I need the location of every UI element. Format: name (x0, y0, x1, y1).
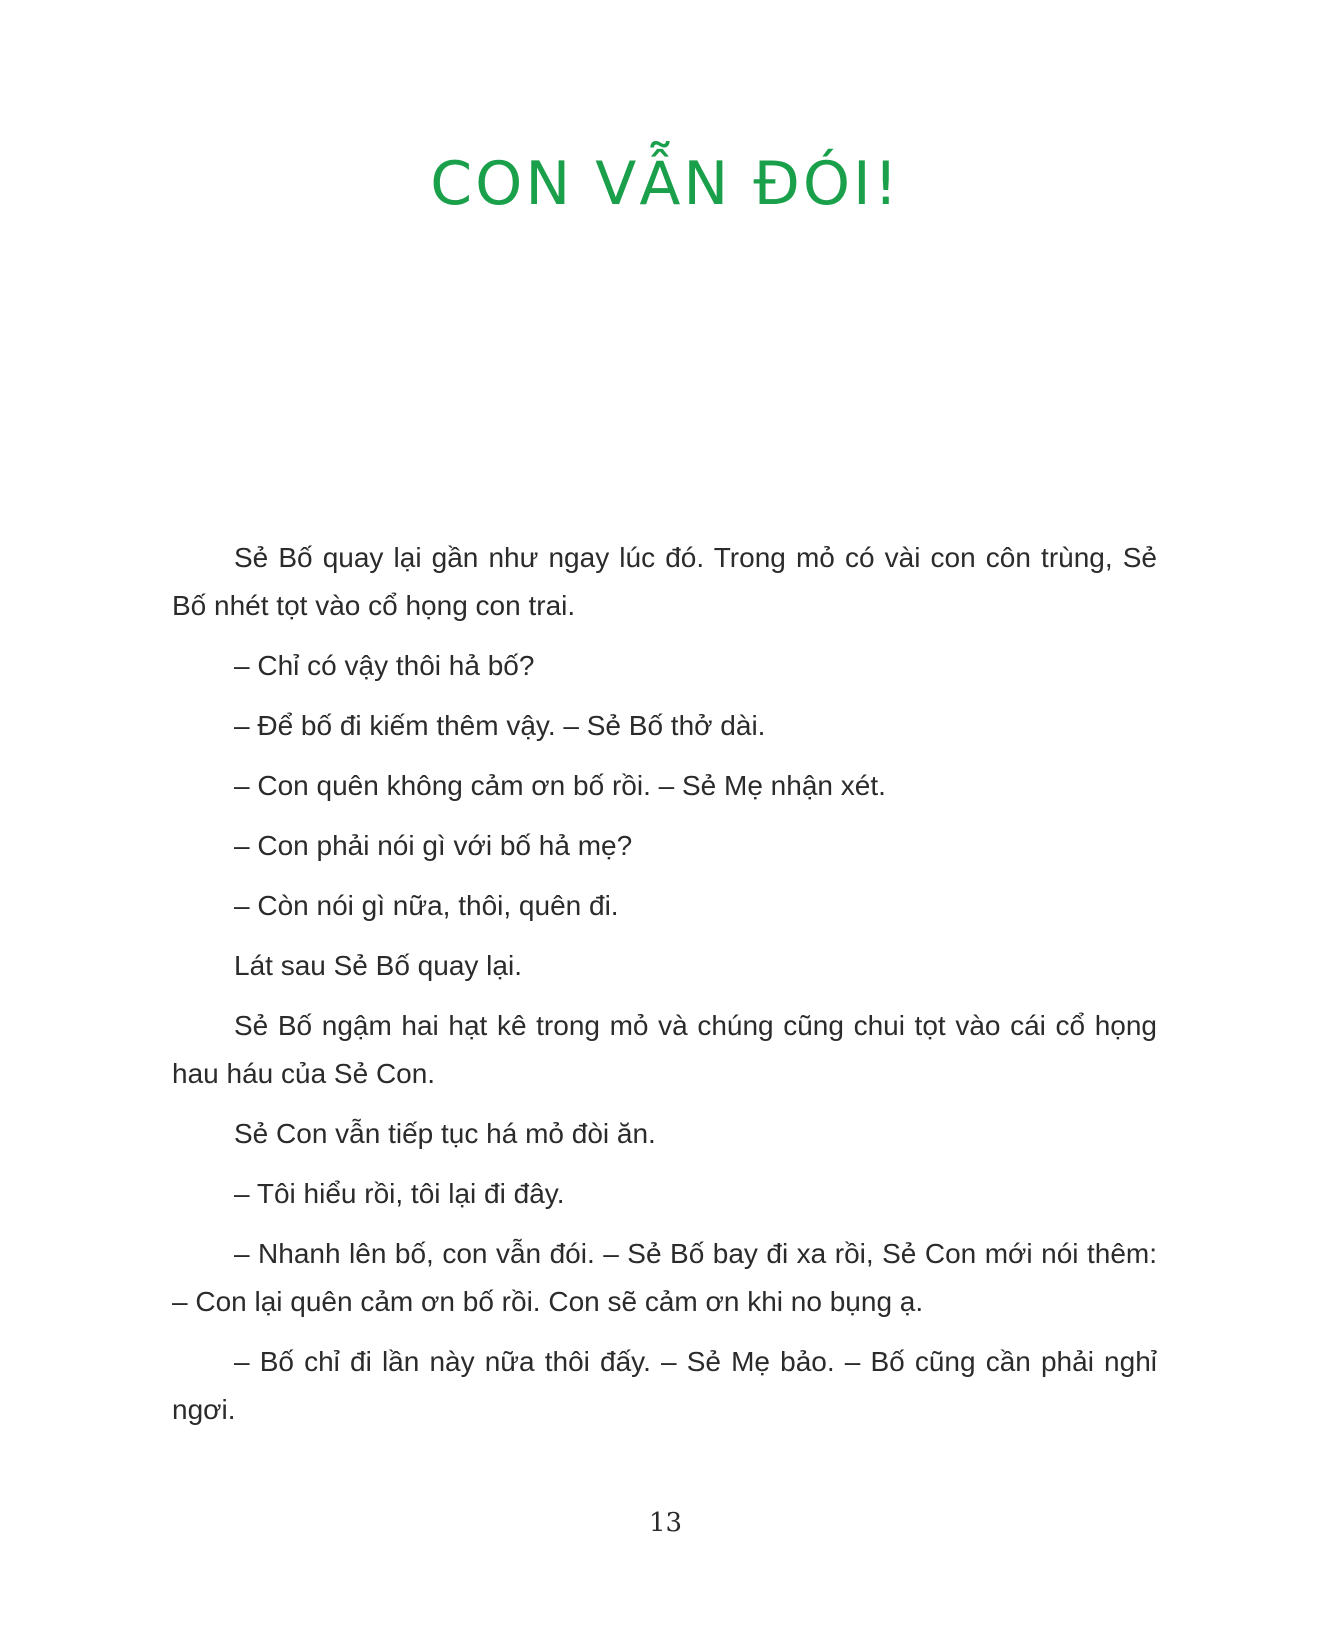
paragraph: – Con phải nói gì với bố hả mẹ? (234, 830, 633, 861)
paragraph: – Tôi hiểu rồi, tôi lại đi đây. (234, 1178, 565, 1209)
paragraph: – Nhanh lên bố, con vẫn đói. – Sẻ Bố bay đi xa rồi, Sẻ Con mới nói thêm: – Con lại quên cảm ơn bố rồi. Con sẽ cảm ơn khi no bụng ạ. (172, 1238, 1157, 1317)
story-text (172, 534, 1157, 1446)
paragraph: – Còn nói gì nữa, thôi, quên đi. (234, 890, 619, 921)
paragraph: – Để bố đi kiếm thêm vậy. – Sẻ Bố thở dài. (234, 710, 766, 741)
paragraph: Sẻ Bố quay lại gần như ngay lúc đó. Trong mỏ có vài con côn trùng, Sẻ Bố nhét tọt vào cổ họng con trai. (172, 542, 1157, 621)
paragraph: – Bố chỉ đi lần này nữa thôi đấy. – Sẻ Mẹ bảo. – Bố cũng cần phải nghỉ ngơi. (172, 1346, 1157, 1425)
chapter-title: CON VẪN ĐÓI! (430, 149, 901, 219)
paragraph: Sẻ Con vẫn tiếp tục há mỏ đòi ăn. (234, 1118, 656, 1149)
paragraph: Lát sau Sẻ Bố quay lại. (234, 950, 522, 981)
paragraph: Sẻ Bố ngậm hai hạt kê trong mỏ và chúng cũng chui tọt vào cái cổ họng hau háu của Sẻ Con. (172, 1010, 1157, 1089)
paragraph: – Con quên không cảm ơn bố rồi. – Sẻ Mẹ nhận xét. (234, 770, 886, 801)
page-number: 13 (648, 1508, 683, 1538)
paragraph: – Chỉ có vậy thôi hả bố? (234, 650, 535, 681)
